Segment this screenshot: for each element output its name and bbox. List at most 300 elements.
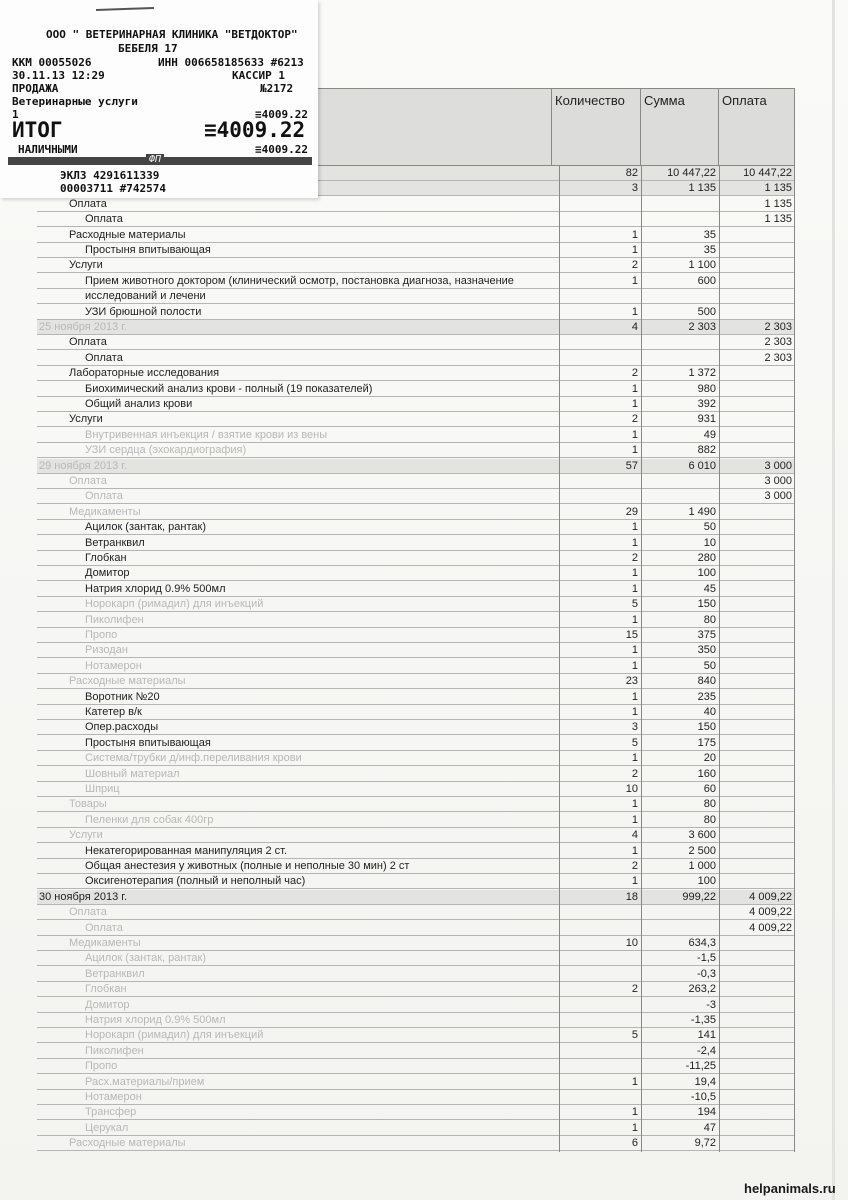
table-row: [37, 320, 795, 335]
table-row: [37, 412, 795, 427]
row-sum: 19,4: [694, 1075, 716, 1088]
row-name: Шовный материал: [85, 767, 180, 780]
table-row: [37, 1013, 795, 1028]
row-name: Ветранквил: [85, 967, 145, 980]
row-sum: 2 303: [688, 321, 716, 333]
table-row: [37, 474, 795, 489]
row-name: УЗИ сердца (эхокардиография): [85, 444, 247, 457]
table-row: [37, 659, 795, 674]
row-sum: -0,3: [697, 967, 716, 980]
table-row: [37, 982, 795, 997]
row-qty: 1: [631, 444, 638, 457]
scan-edge: [832, 0, 835, 1200]
row-pay: [719, 998, 795, 1013]
row-pay: [719, 536, 795, 551]
table-row: [37, 951, 795, 966]
row-name: Церукал: [85, 1121, 129, 1134]
row-name: Домитор: [85, 998, 130, 1011]
row-name: Опер.расходы: [85, 721, 159, 734]
header-pay: Оплата: [722, 93, 767, 108]
row-name: Простыня впитывающая: [85, 736, 211, 749]
table-row: [37, 582, 795, 597]
table-row: [37, 797, 795, 812]
row-pay: [719, 874, 795, 889]
row-name: Оксигенотерапия (полный и неполный час): [85, 875, 306, 888]
row-pay: [719, 936, 795, 951]
row-name: Услуги: [69, 413, 103, 426]
row-qty: [559, 967, 641, 982]
row-name: Внутривенная инъекция / взятие крови из вены: [85, 428, 328, 441]
receipt-fp: ФП: [146, 154, 164, 165]
row-pay: [719, 690, 795, 705]
row-pay: 4 009,22: [749, 890, 792, 903]
row-qty: 1: [631, 690, 638, 703]
row-sum: 392: [697, 398, 716, 410]
row-sum: 1 490: [688, 505, 716, 518]
row-qty: 5: [631, 1029, 638, 1042]
receipt-cash-label: НАЛИЧНЫМИ: [18, 143, 78, 156]
row-name: Трансфер: [85, 1106, 137, 1119]
row-name: 29 ноября 2013 г.: [39, 459, 127, 472]
row-name: Катетер в/к: [85, 706, 142, 718]
row-qty: 2: [631, 983, 638, 996]
row-qty: 3: [631, 182, 638, 195]
row-pay: [719, 1136, 795, 1151]
table-row: [37, 874, 795, 889]
row-sum: 840: [697, 675, 716, 688]
row-sum: 60: [703, 783, 716, 795]
row-pay: [719, 597, 795, 612]
row-qty: 3: [631, 721, 638, 734]
table-row: [37, 1059, 795, 1074]
row-qty: 2: [631, 413, 638, 426]
row-name: Биохимический анализ крови - полный (19 показателей): [85, 382, 373, 395]
table-row: [37, 967, 795, 982]
table-row: [37, 335, 795, 350]
row-qty: 82: [625, 167, 638, 179]
row-name: Воротник №20: [85, 690, 160, 703]
row-pay: [719, 289, 795, 304]
row-pay: 2 303: [764, 336, 792, 349]
table-row: [37, 859, 795, 874]
row-name: Медикаменты: [69, 937, 141, 949]
row-name: Расходные материалы: [69, 675, 186, 688]
row-pay: [719, 243, 795, 258]
row-qty: [559, 489, 641, 504]
row-sum: -2,4: [697, 1044, 716, 1057]
row-qty: [559, 921, 641, 936]
row-qty: 1: [631, 536, 638, 549]
row-name: 30 ноября 2013 г.: [39, 890, 127, 903]
row-sum: 160: [697, 767, 716, 780]
row-sum: [641, 351, 719, 366]
row-pay: 3 000: [764, 475, 792, 487]
row-sum: 35: [703, 228, 716, 241]
table-row: [37, 690, 795, 705]
row-pay: 4 009,22: [749, 921, 792, 934]
row-name: Некатегорированная манипуляция 2 ст.: [85, 844, 288, 857]
row-sum: 47: [703, 1121, 716, 1134]
row-sum: [641, 921, 719, 936]
row-pay: 1 135: [764, 213, 792, 226]
table-row: [37, 566, 795, 581]
row-pay: [719, 366, 795, 381]
row-pay: [719, 1075, 795, 1090]
row-name: Оплата: [69, 906, 107, 919]
table-row: [37, 767, 795, 782]
receipt-line-qty: 1: [12, 108, 19, 121]
row-name: Ацилок (зантак, рантак): [85, 521, 206, 534]
row-sum: 350: [697, 644, 716, 657]
receipt-org: ООО " ВЕТЕРИНАРНАЯ КЛИНИКА "ВЕТДОКТОР": [46, 28, 298, 41]
row-sum: [641, 289, 719, 304]
col-sep-qty: [559, 166, 560, 1152]
row-sum: 235: [697, 690, 716, 703]
table-row: [37, 258, 795, 273]
row-qty: 10: [625, 783, 638, 795]
row-qty: 6: [631, 1137, 638, 1150]
table-row: [37, 536, 795, 551]
row-name: Оплата: [85, 351, 123, 364]
table-row: [37, 813, 795, 828]
row-name: Прием животного доктором (клинический осмотр, постановка диагноза, назначение: [85, 274, 514, 287]
col-sep-pay: [719, 166, 720, 1152]
row-qty: [559, 951, 641, 966]
row-pay: [719, 844, 795, 859]
row-sum: 10: [703, 536, 716, 549]
row-sum: 175: [697, 736, 716, 749]
row-qty: 1: [631, 1106, 638, 1119]
row-sum: 600: [697, 274, 716, 287]
row-pay: 4 009,22: [749, 906, 792, 919]
row-qty: 1: [631, 567, 638, 580]
table-row: [37, 197, 795, 212]
row-sum: [641, 335, 719, 350]
receipt-operation: ПРОДАЖА: [12, 82, 59, 95]
table-row: [37, 274, 795, 289]
row-pay: [719, 566, 795, 581]
table-row: [37, 228, 795, 243]
row-sum: -10,5: [690, 1091, 716, 1103]
row-sum: -1,35: [690, 1014, 716, 1026]
row-pay: [719, 443, 795, 458]
row-pay: [719, 397, 795, 412]
header-qty: Количество: [555, 93, 625, 108]
row-qty: 1: [631, 428, 638, 441]
table-row: [37, 551, 795, 566]
row-sum: -11,25: [685, 1060, 716, 1073]
row-qty: 23: [625, 675, 638, 688]
table-row: [37, 1136, 795, 1151]
row-name: Простыня впитывающая: [85, 244, 211, 256]
row-sum: [641, 474, 719, 489]
row-sum: 141: [697, 1029, 716, 1042]
row-sum: 1 372: [688, 367, 716, 380]
row-qty: 1: [631, 398, 638, 410]
row-sum: 375: [697, 629, 716, 641]
row-qty: 29: [625, 505, 638, 518]
row-sum: [641, 489, 719, 504]
row-qty: [559, 289, 641, 304]
row-qty: 1: [631, 582, 638, 595]
row-sum: [641, 212, 719, 227]
row-sum: [641, 905, 719, 920]
row-sum: 150: [697, 598, 716, 611]
cash-receipt: [0, 0, 318, 198]
row-name: Пиколифен: [85, 1044, 144, 1057]
row-name: Медикаменты: [69, 505, 141, 518]
table-row: [37, 720, 795, 735]
row-qty: [559, 197, 641, 212]
table-row: [37, 1044, 795, 1059]
table-row: [37, 382, 795, 397]
row-name: Оплата: [69, 197, 107, 210]
row-qty: [559, 351, 641, 366]
row-qty: [559, 1090, 641, 1105]
col-sep-right: [794, 166, 795, 1152]
receipt-inn: ИНН 006658185633 #6213: [158, 56, 304, 69]
row-qty: [559, 1013, 641, 1028]
table-row: [37, 844, 795, 859]
header-sum-cell: [640, 88, 719, 166]
table-row: [37, 705, 795, 720]
row-name: Глобкан: [85, 552, 127, 564]
row-pay: 1 135: [764, 197, 792, 210]
row-pay: [719, 1090, 795, 1105]
row-sum: 80: [703, 798, 716, 811]
row-pay: [719, 767, 795, 782]
row-sum: 1 100: [688, 259, 716, 272]
row-sum: 980: [697, 382, 716, 395]
row-name: Услуги: [69, 829, 103, 842]
row-pay: [719, 428, 795, 443]
row-sum: 931: [697, 413, 716, 426]
row-sum: 882: [697, 444, 716, 457]
table-row: [37, 751, 795, 766]
row-qty: 1: [631, 875, 638, 888]
row-pay: [719, 705, 795, 720]
table-row: [37, 998, 795, 1013]
row-sum: 2 500: [688, 844, 716, 857]
row-name: Оплата: [85, 921, 123, 934]
row-name: Натрия хлорид 0.9% 500мл: [85, 1014, 226, 1026]
row-pay: [719, 305, 795, 320]
row-name: Оплата: [85, 490, 123, 503]
row-name: Пиколифен: [85, 613, 144, 626]
table-row: [37, 397, 795, 412]
row-name: Нотамерон: [85, 659, 142, 672]
row-name: Ветранквил: [85, 536, 145, 549]
header-sum: Сумма: [644, 93, 685, 108]
row-sum: 150: [697, 721, 716, 734]
table-row: [37, 643, 795, 658]
row-name: Расх.материалы/прием: [85, 1075, 205, 1088]
row-pay: [719, 258, 795, 273]
row-sum: 45: [703, 582, 716, 595]
row-pay: [719, 1044, 795, 1059]
row-name: Домитор: [85, 567, 130, 580]
row-qty: 15: [625, 629, 638, 641]
row-pay: [719, 751, 795, 766]
row-qty: 1: [631, 706, 638, 718]
receipt-tear-mark: [96, 7, 154, 11]
row-qty: 1: [631, 613, 638, 626]
row-name: Пропо: [85, 629, 118, 641]
site-watermark: helpanimals.ru: [744, 1181, 836, 1196]
row-name: Норокарп (римадил) для инъекций: [85, 598, 264, 611]
row-sum: 9,72: [694, 1137, 716, 1150]
receipt-datetime: 30.11.13 12:29: [12, 69, 105, 82]
row-pay: [719, 1121, 795, 1136]
row-pay: [719, 274, 795, 289]
row-pay: [719, 228, 795, 243]
row-qty: 1: [631, 644, 638, 657]
row-name: 25 ноября 2013 г.: [39, 321, 127, 333]
table-row: [37, 243, 795, 258]
row-qty: 2: [631, 259, 638, 272]
header-qty-cell: [551, 88, 641, 166]
row-name: Нотамерон: [85, 1091, 142, 1103]
row-pay: [719, 520, 795, 535]
row-pay: [719, 813, 795, 828]
row-qty: 4: [631, 829, 638, 842]
row-pay: 2 303: [764, 321, 792, 333]
row-qty: [559, 998, 641, 1013]
row-name: Пропо: [85, 1060, 118, 1073]
table-row: [37, 1090, 795, 1105]
row-pay: [719, 1028, 795, 1043]
table-row: [37, 489, 795, 504]
row-qty: [559, 474, 641, 489]
row-qty: 2: [631, 552, 638, 564]
row-qty: 5: [631, 736, 638, 749]
row-name: УЗИ брюшной полости: [85, 305, 202, 318]
row-sum: 49: [703, 428, 716, 441]
row-pay: [719, 1013, 795, 1028]
row-pay: [719, 1105, 795, 1120]
row-qty: 1: [631, 274, 638, 287]
row-pay: [719, 382, 795, 397]
table-row: [37, 1028, 795, 1043]
table-row: [37, 936, 795, 951]
row-sum: 100: [697, 875, 716, 888]
table-row: [37, 443, 795, 458]
row-qty: 5: [631, 598, 638, 611]
row-name: Система/трубки д/инф.переливания крови: [85, 752, 302, 765]
row-qty: 1: [631, 844, 638, 857]
row-sum: 3 600: [688, 829, 716, 842]
row-sum: 20: [703, 752, 716, 765]
row-sum: 10 447,22: [667, 167, 716, 179]
receipt-eklz-number: 00003711 #742574: [60, 182, 166, 195]
row-pay: 3 000: [764, 459, 792, 472]
row-pay: [719, 951, 795, 966]
row-name: Ризодан: [85, 644, 128, 657]
receipt-cash-value: ≡4009.22: [255, 143, 308, 156]
row-sum: 500: [697, 305, 716, 318]
row-pay: [719, 967, 795, 982]
table-row: [37, 782, 795, 797]
row-sum: [641, 197, 719, 212]
row-qty: 1: [631, 798, 638, 811]
row-pay: [719, 628, 795, 643]
row-pay: [719, 828, 795, 843]
row-qty: 18: [625, 890, 638, 903]
row-name: Пеленки для собак 400гр: [85, 813, 214, 826]
row-pay: 2 303: [764, 351, 792, 364]
row-sum: 50: [703, 659, 716, 672]
row-pay: [719, 643, 795, 658]
row-pay: [719, 412, 795, 427]
row-sum: 999,22: [682, 890, 716, 903]
row-pay: [719, 674, 795, 689]
row-pay: [719, 582, 795, 597]
table-row: [37, 613, 795, 628]
row-qty: [559, 1059, 641, 1074]
receipt-kkm: ККМ 00055026: [12, 56, 92, 69]
row-sum: 194: [697, 1106, 716, 1119]
row-qty: 2: [631, 367, 638, 380]
table-row: [37, 305, 795, 320]
row-qty: [559, 212, 641, 227]
row-pay: [719, 797, 795, 812]
table-row: [37, 1075, 795, 1090]
receipt-eklz: ЭКЛЗ 4291611339: [60, 169, 160, 182]
row-qty: 10: [625, 937, 638, 949]
row-name: Глобкан: [85, 983, 127, 996]
table-row: [37, 212, 795, 227]
row-name: Общий анализ крови: [85, 398, 193, 410]
row-pay: [719, 982, 795, 997]
row-qty: 1: [631, 813, 638, 826]
row-sum: -1,5: [697, 952, 716, 965]
row-sum: 1 135: [688, 182, 716, 195]
table-row: [37, 905, 795, 920]
row-name: Норокарп (римадил) для инъекций: [85, 1029, 264, 1042]
row-qty: 1: [631, 228, 638, 241]
row-name: Расходные материалы: [69, 1137, 186, 1150]
receipt-address: БЕБЕЛЯ 17: [118, 42, 178, 55]
row-name: Натрия хлорид 0.9% 500мл: [85, 582, 226, 595]
row-sum: -3: [706, 998, 716, 1011]
col-sep-sum: [641, 166, 642, 1152]
row-qty: 2: [631, 860, 638, 872]
row-sum: 100: [697, 567, 716, 580]
row-sum: 6 010: [688, 459, 716, 472]
row-pay: [719, 782, 795, 797]
table-row: [37, 736, 795, 751]
row-pay: 10 447,22: [743, 167, 792, 179]
row-qty: 1: [631, 1075, 638, 1088]
row-sum: 634,3: [688, 937, 716, 949]
table-row: [37, 289, 795, 304]
row-pay: [719, 1059, 795, 1074]
table-row: [37, 428, 795, 443]
row-pay: [719, 736, 795, 751]
row-qty: 1: [631, 521, 638, 534]
table-row: [37, 890, 795, 905]
row-qty: 1: [631, 305, 638, 318]
row-qty: [559, 335, 641, 350]
row-name: Оплата: [69, 475, 107, 487]
row-sum: 263,2: [688, 983, 716, 996]
row-sum: 1 000: [688, 860, 716, 872]
row-name: Лабораторные исследования: [69, 367, 220, 380]
receipt-doc-number: №2172: [260, 82, 294, 95]
table-row: [37, 1105, 795, 1120]
row-sum: 50: [703, 521, 716, 534]
row-name: Услуги: [69, 259, 103, 272]
